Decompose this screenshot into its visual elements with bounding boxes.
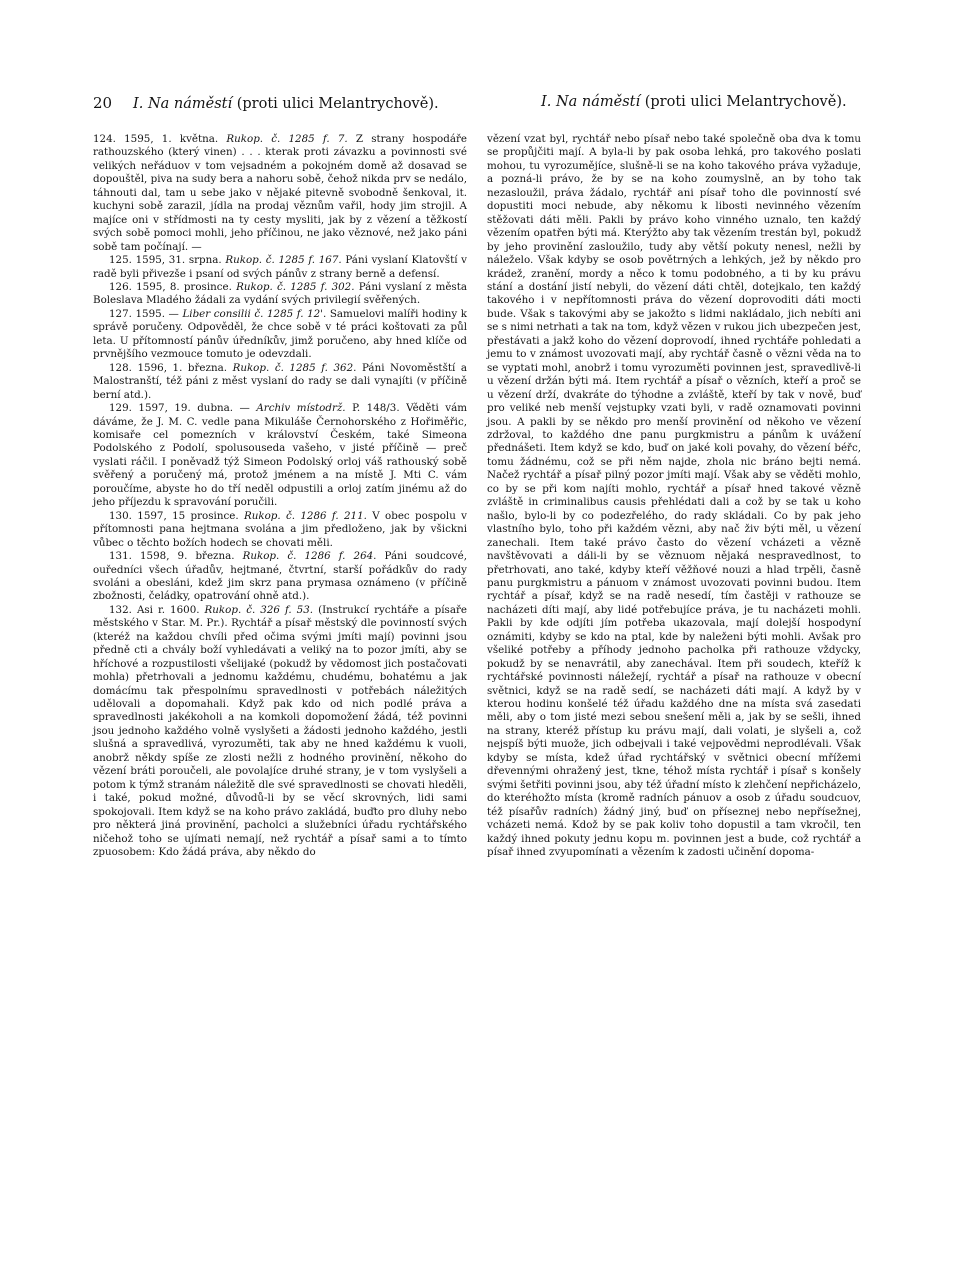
entry-date: 132. Asi r. 1600. (109, 603, 205, 616)
entry-source: Archiv místodrž. (256, 402, 353, 415)
entry-text: Samuelovi malíři hodiny k správě poručeny. Odpověděl, že chce sobě v té práci koštovati za půl leta. U přítomností pánův úředníkův, jimž poručeno, aby hned klíče od prvnějšího vezmouce tomuto je odevzdali. (93, 307, 467, 361)
entry-date: 128. 1596, 1. března. (109, 361, 233, 374)
left-entry (93, 362, 467, 402)
header-title-left: I. Na náměstí (133, 96, 233, 112)
running-header-left (93, 94, 439, 116)
entry-date: 126. 1595, 8. prosince. (109, 280, 237, 293)
entry-source: Rukop. č. 1285 f. 302. (236, 280, 359, 293)
right-entry (487, 133, 861, 859)
entry-date: 125. 1595, 31. srpna. (109, 254, 226, 267)
entry-source: Rukop. č. 1285 f. 167. (225, 254, 346, 267)
left-entry (93, 308, 467, 362)
left-entry (93, 281, 467, 308)
entry-date: 130. 1597, 15 prosince. (109, 509, 244, 522)
entry-text: (Instrukcí rychtáře a písaře městského v Star. M. Pr.). Rychtář a písař městský dle povinností svých (kteréž na každou chvíli před očima svými jmíti mají) povinni jsou předně cti a chvály boží vyhledávati a veliký na to pozor jmíti, aby se hříchové a rozpustilosti všelijaké (pokudž by vědomost jich postačovati mohla) přetrhovali a jednomu každému, chudému, bohatému a jak domácímu tak přespolnímu spravedlnosti v potřebách náležitých udělovali a dopomahali. Když pak kdo od nich podlé práva a spravedlnosti jakékoholi a na komkoli dopomožení žádá, též povinni jsou jednoho každého volně vyslyšeti a žádosti jednoho každého, jestli slušná a spravedlivá, vyrozuměti, tak aby ne hned každému k vuoli, anobrž někdy spíše ze zlosti nežli z hodného provinění, někoho do vězení bráti poroučeli, ale povolajíce druhé strany, je v tom vyslyšeli a potom k týmž stranám náležitě dle své spravedlnosti se chovati hleděli, i také, pokud možné, důvodů-li by se věcí skrovných, lidi sami spokojovali. Item když se na koho právo zakládá, buďto pro dluhy nebo pro některá jiná provinění, pacholci a služebníci úřadu rychtářského ničehož toho se ujímati nemají, než rychtář a písař sami a to tímto zpuosobem: Kdo žádá práva, aby někdo do (93, 603, 467, 859)
running-header-right (541, 94, 847, 116)
left-entry (93, 550, 467, 604)
entry-text: Z strany hospodáře rathouzského (který vinen) . . . kterak proti závazku a povinnosti své velikých neřáduov v tom vejsadném a pokojném domě až dosavad se dopouštěl, piva na sudy bera a nahoru sobě, čehož nikda prv se nedálo, táhnouti dal, tam u sebe jako v nějaké pitevně svobodně šenkoval, it. kuchyni sobě zarazil, jídla na prodaj věznům vařil, hody jim strojil. A majíce oni v střídmosti na ty cesty mysliti, jak by z vězení a těžkostí svých sobě pomoci mohli, jeho příčinou, ne jako věznové, než jako páni sobě tam počínají. — (93, 133, 467, 253)
left-entry (93, 510, 467, 550)
left-entry (93, 402, 467, 510)
page-number: 20 (93, 94, 113, 112)
entry-text: Páni vyslaní Klatovští v radě byli přivezše i psaní od svých pánův z strany berně a defensí. (93, 254, 468, 280)
entry-source: Rukop. č. 1286 f. 211. (243, 509, 373, 522)
entry-source: Liber consilii č. 1285 f. 12'. (182, 307, 330, 320)
entry-text: Páni soudcové, ouředníci všech úřadův, hejtmané, čtvrtní, starší pořádkův do rady svoláni a obesláni, kdež jim skrz pana prymasa oznámeno (v příčině zbožnosti, čeládky, opatrování ohně atd.). (93, 550, 467, 603)
left-entry (93, 133, 467, 254)
entry-text: Páni Novoměstští a Malostranští, též páni z měst vyslaní do rady se dali vynajíti (v příčině berní atd.). (93, 361, 467, 401)
left-entry (93, 604, 467, 860)
entry-text: V obec pospolu v přítomnosti pana hejtmana svolána a jim předloženo, jak by všickni vůbec o těchto božích hodech se chovati měli. (93, 509, 467, 549)
header-subtitle-left: (proti ulici Melantrychově). (236, 96, 439, 112)
header-subtitle-right: (proti ulici Melantrychově). (644, 94, 847, 110)
entry-text: vězení vzat byl, rychtář nebo písař nebo také společně oba dva k tomu se propůjčiti mají. A byla-li by pak osoba lehká, pro takového poslati mohou, tu vyrozumějíce, slušně-li se na koho takového práva vyžaduje, a pozná-li právo, že by se na koho zoumyslně, an by toho tak nezasloužil, práva žádalo, rychtář ani písař toho dle povinností své dopustiti moci nebude, aby někomu k libosti nevinného vězením stěžovati dáti měli. Pakli by právo koho vinného uznalo, ten každý vězením opatřen býti má. Kterýžto aby tak vězením trestán byl, pokudž by jeho provinění zasloužilo, tudy aby větší pokuty nenesl, nežli by náleželo. Však kdyby se osob povětrných a lehkých, jež by někdo pro krádež, zranění, mordy a něco k tomu podobného, a ti by ku právu stání a dostání jistí nebyli, do vězení dáti chtěl, dotejkalo, ten každý takového i v nepřítomnosti práva do vězení doprovoditi dáti mocti bude. Však s takovými aby se jakožto s lidmi nakládalo, jich nebíti ani se s nimi netrhati a tak na tom, když vězen v rukou jich ubezpečen jest, přestávati a jakž koho do vězení doprovodí, ihned rychtáře pohledati a jemu to v známost uvozovati mají, aby rychtář časně o vězni věda na to se vyptati mohl, anobrž i tomu vyrozuměti povinnen jest, spravedlivě-li u vězení držán býti má. Item rychtář a písař o vězních, kteří a proč se u vězení drží, dvakráte do týhodne a zvláště, kteří by tak v nově, buď pro veliké neb menší vejstupky vzati byli, v radě oznamovati povinni jsou. A pakli by se někdo pro menší provinění od někoho ve vězení zdržoval, to každého dne panu purgkmistru a pánům k uvážení přednášeti. Item když se kdo, buď on jaké koli povahy, do vězení béřc, tomu žádnému, což se při něm najde, zhola nic bráno bejti nemá. Načež rychtář a písař pilný pozor jmíti mají. Však aby se věděti mohlo, co by se při kom najíti mohlo, rychtář a písař hned takové vězně zvláště in criminalibus causis přehlédati dali a což by se tak u koho našlo, bylo-li by co podezřelého, do rady skládali. Co by pak jeho vlastního bylo, toho při každém vězni, aby nač živ býti měl, u vězení zanechali. Item také právo často do vězení vcházeti a vězně navštěvovati a dáli-li by se věznuom nějaká nespravedlnost, to přetrhovati, ano také, kdyby kteří věžňové nouzi a hlad trpěli, časně panu purgkmistru a pánuom v známost uvozovati povinni budou. Item rychtář a písař, když se na radě nesedí, tím častěji v rathouze se nacházeti díti mají, aby lidé potřebujíce práva, je tu nacházeti mohli. Pakli by kde odjíti jím potřeba ukazovala, mají dolejší hospodyní oznámiti, kdyby se kdo na ptal, kde by naleženi býti mohli. Avšak pro všeliké potřeby a příhody jednoho pacholka při rathouze vždycky, pokudž by se nenavrátil, aby zanechával. Item při soudech, kteříž k rychtářské povinnosti náležejí, rychtář a písař na rathouze v obecní světnici, když se na radě sedí, se nacházeti dáti mají. A když by v kterou hodinu konšelé též úřadu každého dne na místa svá zasedati měli, aby o tom jisté mezi sebou snešení měli a, jak by se sešli, ihned na strany, kteréž přístup ku právu mají, dali volati, je slyšeli a, což nejspíš býti muože, jich odbejvali i také vejpovědmi neprodlévali. Však kdyby se místa, kdež úřad rychtářský v světnici obecní mřížemi dřevennými ohražený jest, tkne, téhož místa rychtář i písař s konšely svými šetřiti povinni jsou, aby též úřadní místo k zlehčení nepřicházelo, do kteréhožto místa (kromě radních pánuov a osob z úřadu soudcuov, též písařův radních) žádný jiný, buď on příseznej nebo nepřísežnej, vcházeti nemá. Kdož by se pak koliv toho dopustil a tam vkročil, ten každý ihned pokuty jednu kopu m. povinnen jest a bude, což rychtář a písař ihned zvyupomínati a vězením k zadosti učinění dopoma- (487, 133, 861, 859)
text-column-left (93, 133, 467, 859)
entry-date: 127. 1595. — (109, 307, 183, 320)
entry-text: Páni vyslaní z města Boleslava Mladého žádali za vydání svých privilegií svěřených. (93, 280, 467, 307)
entry-source: Rukop. č. 1286 f. 264. (242, 550, 385, 563)
header-title-right: I. Na náměstí (541, 94, 641, 110)
entry-date: 129. 1597, 19. dubna. — (109, 402, 257, 415)
entry-text: P. 148/3. Věděti vám dáváme, že J. M. C. vedle pana Mikuláše Černohorského z Hořiměřic, komisaře cel pomezních v království Českém, také Simeona Podolského z Podolí, spolusouseda vašeho, v jisté příčině — preč vyslati ráčil. I poněvadž týž Simeon Podolský orloj váš rathouský sobě svěřený a poručený má, protož jménem a na místě J. Mti C. vám poroučíme, abyste ho do tří neděl odpustili a orloj zatím jinému až do jeho příjezdu k spravování poručili. (93, 402, 467, 509)
left-entry (93, 254, 467, 281)
text-column-right (487, 133, 861, 859)
entry-date: 131. 1598, 9. března. (109, 550, 243, 563)
entry-source: Rukop. č. 1285 f. 7. (226, 133, 356, 145)
entry-date: 124. 1595, 1. května. (93, 133, 227, 145)
entry-source: Rukop. č. 1285 f. 362. (232, 361, 362, 374)
entry-source: Rukop. č. 326 f. 53. (204, 603, 319, 616)
